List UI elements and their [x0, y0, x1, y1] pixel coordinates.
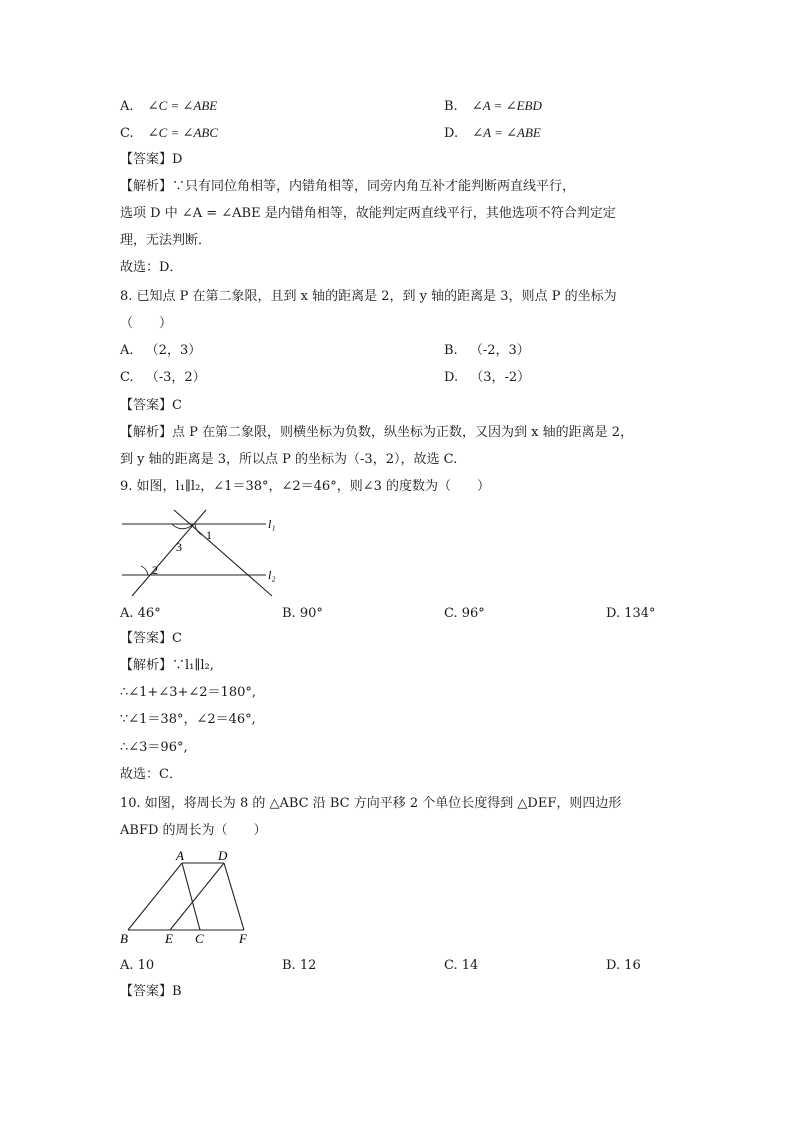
q8-stem-blank: （ ）	[120, 316, 173, 331]
q7-option-a	[120, 97, 217, 116]
q8-answer: 【答案】C	[120, 398, 182, 413]
option-text: ∠A = ∠ABE	[472, 125, 541, 140]
q7-option-b	[444, 97, 542, 116]
q10-option-d: D. 16	[606, 958, 641, 973]
q9-analysis-line: ∵∠1＝38°，∠2＝46°,	[120, 712, 256, 727]
q9-stem: 9. 如图，l₁∥l₂，∠1＝38°，∠2＝46°，则∠3 的度数为（ ）	[120, 479, 490, 494]
option-letter: C.	[120, 126, 134, 141]
q8-stem: 8. 已知点 P 在第二象限，且到 x 轴的距离是 2，到 y 轴的距离是 3，则点 P 的坐标为	[120, 289, 617, 304]
transversal-right	[174, 510, 272, 596]
q7-option-d	[444, 124, 541, 143]
q7-analysis-line: 故选：D．	[120, 260, 183, 275]
q10-stem: 10. 如图，将周长为 8 的 △ABC 沿 BC 方向平移 2 个单位长度得到 △DEF，则四边形	[120, 796, 622, 811]
option-letter: D.	[444, 370, 459, 385]
option-text: ∠A = ∠EBD	[471, 98, 542, 113]
q8-analysis-line: 到 y 轴的距离是 3，所以点 P 的坐标为（-3，2），故选 C.	[120, 452, 458, 467]
label-l2: l₂	[268, 568, 276, 582]
q8-analysis-line: 【解析】点 P 在第二象限，则横坐标为负数，纵坐标为正数，又因为到 x 轴的距离是 2，	[120, 425, 634, 440]
option-text: （-3，2）	[145, 370, 206, 385]
option-text: （3，-2）	[470, 370, 531, 385]
option-text: （-2，3）	[469, 343, 530, 358]
q8-option-a	[120, 342, 201, 360]
option-letter: C.	[120, 370, 134, 385]
q7-answer: 【答案】D	[120, 152, 183, 167]
q9-option-b: B. 90°	[282, 606, 323, 621]
transversal-left	[132, 510, 206, 596]
q7-analysis-line: 选项 D 中 ∠A = ∠ABE 是内错角相等，故能判定两直线平行，其他选项不符合判定定	[120, 206, 616, 221]
q7-analysis-line: 理，无法判断．	[120, 233, 212, 248]
q7-analysis-line: 【解析】∵只有同位角相等，内错角相等，同旁内角互补才能判断两直线平行，	[120, 179, 576, 194]
q9-analysis-line: 故选：C．	[120, 767, 182, 782]
q8-option-d	[444, 369, 530, 387]
label-d: D	[218, 848, 228, 863]
label-a: A	[176, 848, 184, 863]
option-text: ∠C = ∠ABE	[147, 98, 218, 113]
label-c: C	[195, 931, 204, 946]
segment-ab	[128, 863, 182, 930]
option-letter: D.	[444, 126, 459, 141]
q8-option-b	[444, 342, 530, 360]
label-e: E	[165, 931, 173, 946]
option-letter: A.	[120, 99, 134, 114]
option-letter: B.	[444, 99, 458, 114]
q9-answer: 【答案】C	[120, 631, 182, 646]
q10-option-a: A. 10	[120, 958, 155, 973]
q9-analysis-line: ∴∠1+∠3+∠2＝180°,	[120, 685, 256, 700]
label-f: F	[239, 931, 247, 946]
q9-figure	[118, 508, 288, 600]
label-angle-1: 1	[206, 528, 212, 542]
option-letter: A.	[120, 343, 134, 358]
q8-option-c	[120, 369, 206, 387]
q10-figure	[116, 847, 266, 947]
q9-option-d: D. 134°	[606, 606, 656, 621]
label-l1: l₁	[268, 517, 276, 531]
q10-stem: ABFD 的周长为（ ）	[120, 823, 267, 838]
q9-analysis-line: ∴∠3＝96°,	[120, 740, 188, 755]
option-letter: B.	[444, 343, 458, 358]
q10-option-c: C. 14	[444, 958, 479, 973]
label-b: B	[120, 931, 128, 946]
q9-analysis-line: 【解析】∵l₁∥l₂,	[120, 658, 214, 673]
segment-df	[224, 863, 244, 930]
label-angle-3: 3	[176, 540, 182, 554]
q9-option-c: C. 96°	[444, 606, 485, 621]
q10-answer: 【答案】B	[120, 984, 182, 999]
option-text: （2，3）	[145, 343, 202, 358]
q10-option-b: B. 12	[282, 958, 317, 973]
label-angle-2: 2	[152, 563, 158, 577]
angle-2-arc	[141, 566, 148, 575]
option-text: ∠C = ∠ABC	[147, 125, 219, 140]
q9-option-a: A. 46°	[120, 606, 161, 621]
q7-option-c	[120, 124, 218, 143]
